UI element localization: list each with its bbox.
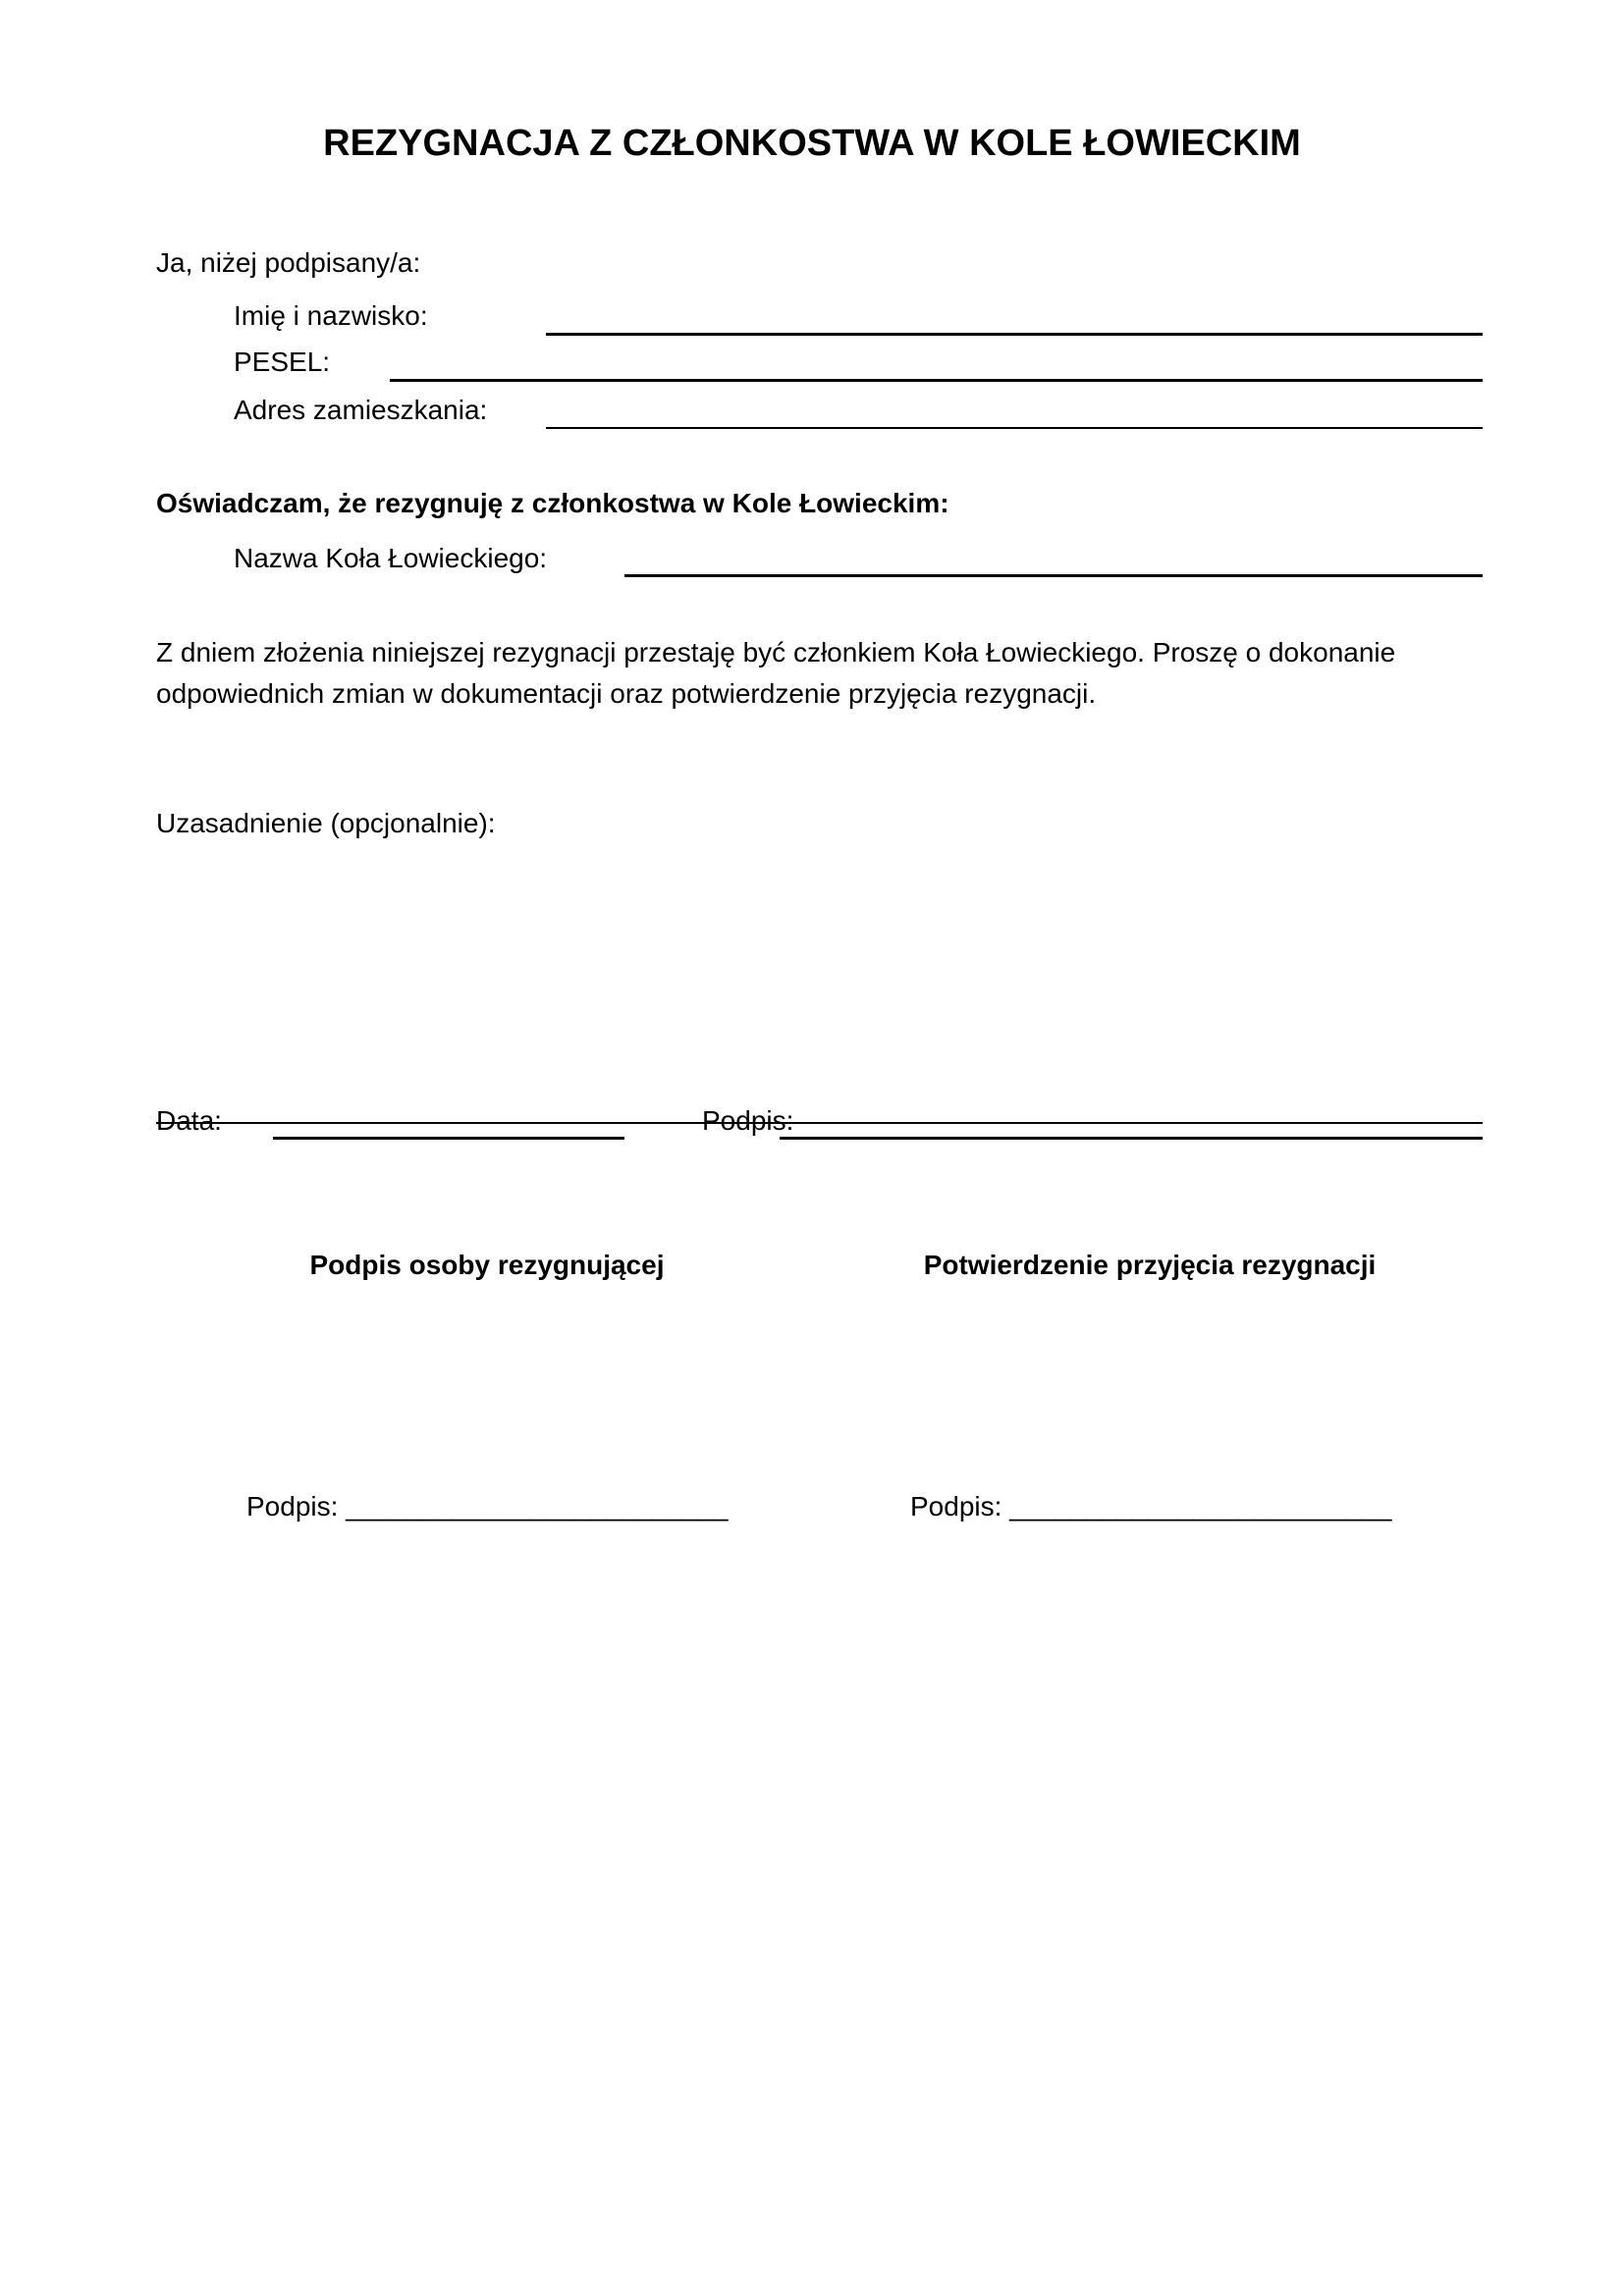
address-input-line[interactable] bbox=[546, 427, 1483, 429]
justification-label: Uzasadnienie (opcjonalnie): bbox=[156, 808, 496, 838]
name-input-line[interactable] bbox=[546, 333, 1483, 336]
pesel-input-line[interactable] bbox=[390, 379, 1483, 382]
left-signature-line[interactable]: Podpis: _________________________ bbox=[246, 1491, 729, 1522]
strike-line bbox=[156, 1122, 1483, 1124]
left-signature-heading: Podpis osoby rezygnującej bbox=[309, 1250, 665, 1280]
club-name-label: Nazwa Koła Łowieckiego: bbox=[234, 543, 548, 573]
pesel-label: PESEL: bbox=[234, 347, 331, 377]
body-paragraph bbox=[156, 632, 1491, 715]
right-signature-line[interactable]: Podpis: _________________________ bbox=[910, 1491, 1392, 1522]
date-label: Data: bbox=[156, 1105, 222, 1136]
club-name-input-line[interactable] bbox=[624, 574, 1483, 577]
date-input-line[interactable] bbox=[273, 1137, 624, 1140]
name-label: Imię i nazwisko: bbox=[234, 300, 428, 331]
body-line-2: odpowiednich zmian w dokumentacji oraz potwierdzenie przyjęcia rezygnacji. bbox=[156, 678, 1097, 709]
intro-text: Ja, niżej podpisany/a: bbox=[156, 247, 421, 278]
declaration-heading: Oświadczam, że rezygnuję z członkostwa w Kole Łowieckim: bbox=[156, 488, 949, 518]
address-label: Adres zamieszkania: bbox=[234, 395, 488, 425]
signature-label: Podpis: bbox=[702, 1105, 794, 1136]
document-title: REZYGNACJA Z CZŁONKOSTWA W KOLE ŁOWIECKIM bbox=[323, 123, 1301, 164]
body-line-1: Z dniem złożenia niniejszej rezygnacji przestaję być członkiem Koła Łowieckiego. Proszę o dokonanie bbox=[156, 637, 1396, 667]
signature-input-line[interactable] bbox=[780, 1137, 1483, 1140]
right-signature-heading: Potwierdzenie przyjęcia rezygnacji bbox=[923, 1250, 1377, 1280]
